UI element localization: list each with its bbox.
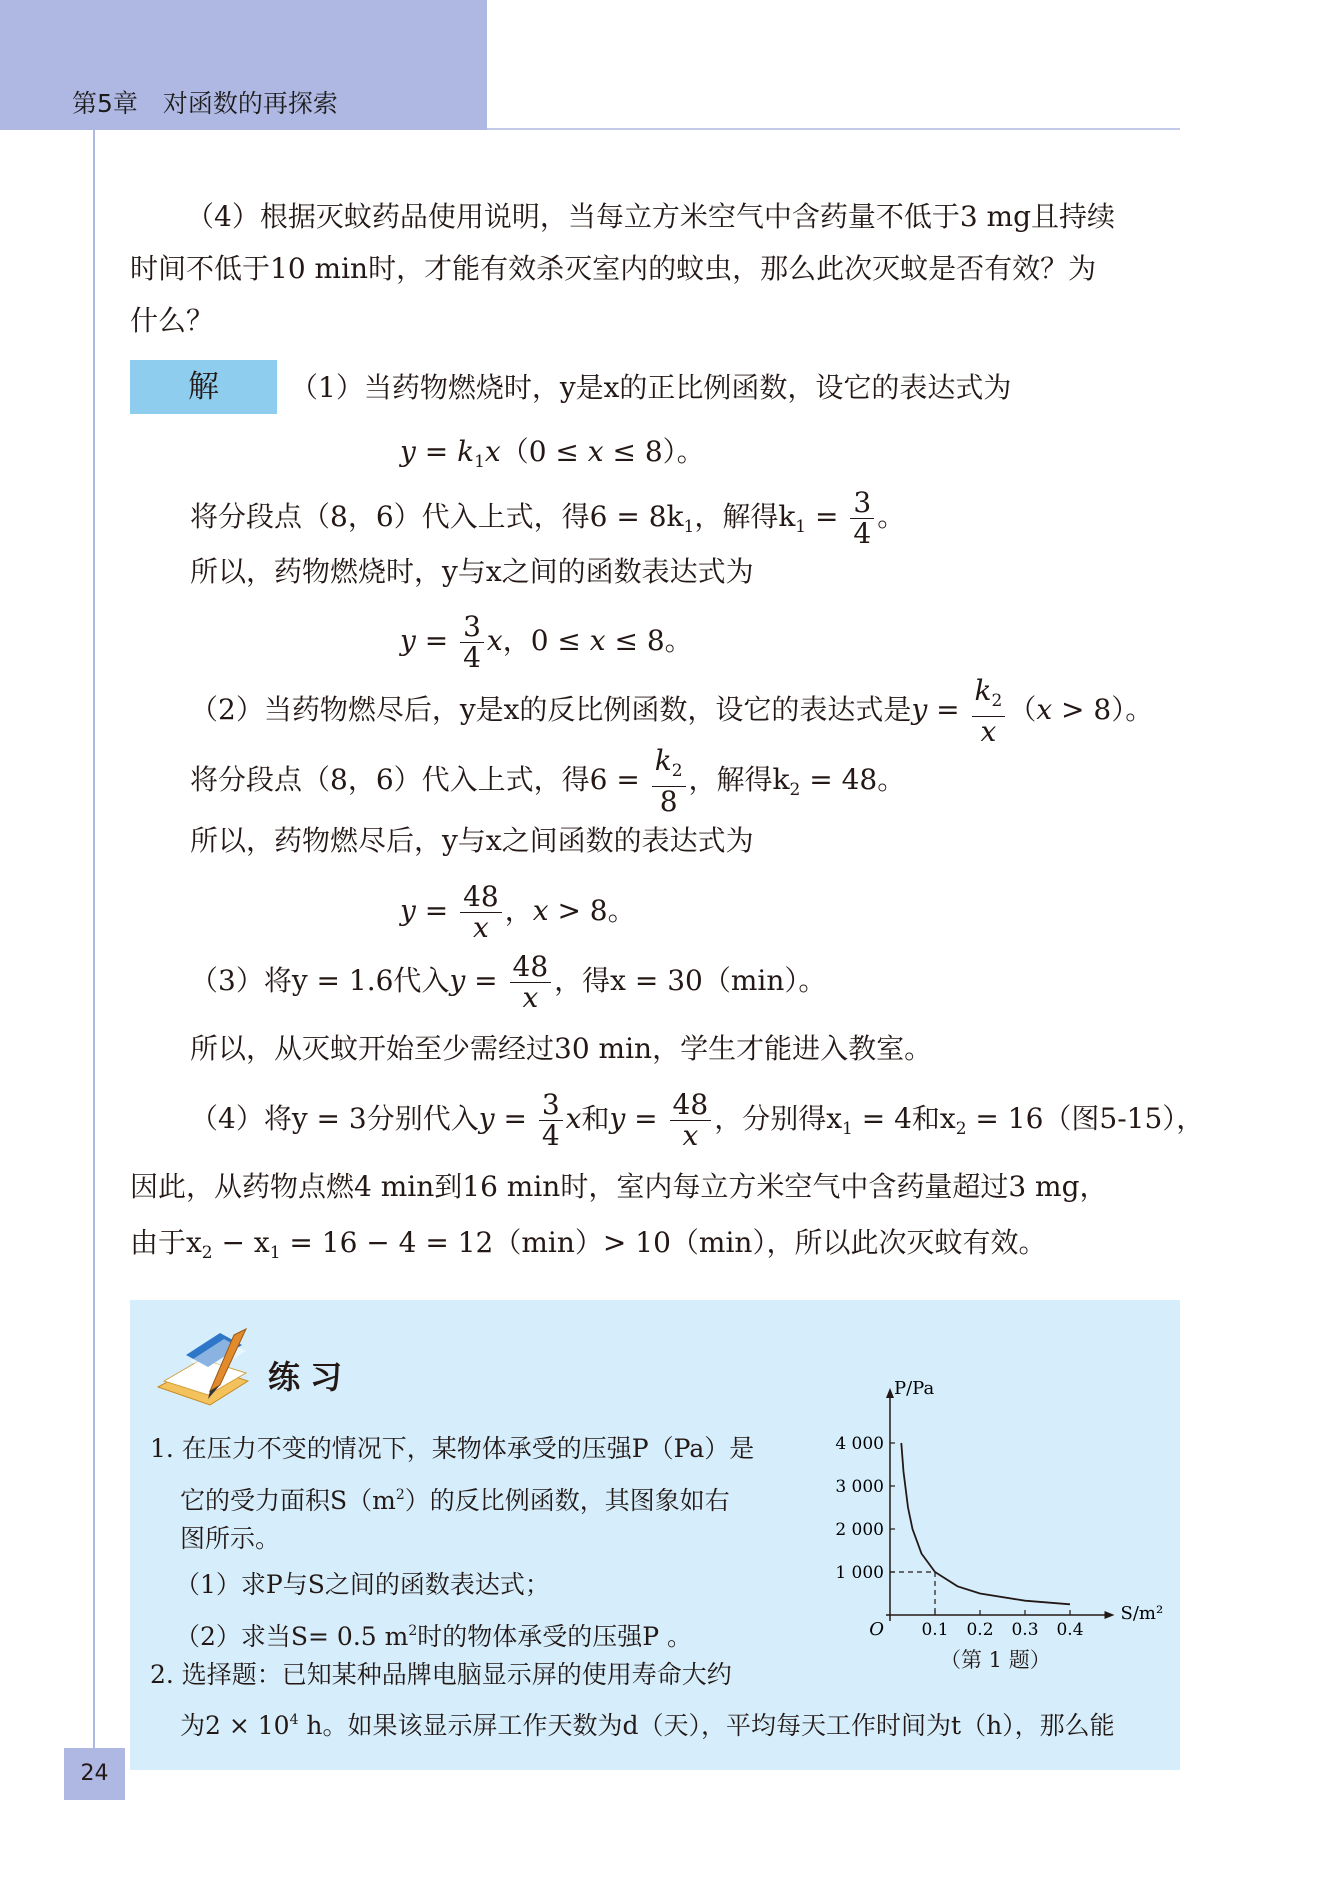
solution-text: 因此，从药物点燃4 min到16 min时，室内每立方米空气中含药量超过3 mg， bbox=[130, 1170, 1108, 1203]
x-axis-label: S/m² bbox=[1120, 1603, 1164, 1624]
problem-line: （4）根据灭蚊药品使用说明，当每立方米空气中含药量不低于3 mg且持续 bbox=[186, 200, 1116, 233]
origin-label: O bbox=[869, 1619, 884, 1640]
equation: 将分段点（8，6）代入上式，得$6 = 8k_1$，解得$k_1$ = $\frac{3}{4}$ 。 bbox=[190, 486, 906, 550]
equation: 由于$x_2 - x_1 = 16 - 4 = 12(\min)> 10(\min)$，所以此次灭蚊有效。 bbox=[130, 1226, 1047, 1263]
header-rule bbox=[487, 128, 1180, 130]
exercise-text: 为$2 \times 10^4$ h。如果该显示屏工作天数为d（天），平均每天工作时间为t（h），那么能 bbox=[180, 1711, 1115, 1740]
equation: y = $\frac{48}{x}$ ，x > 8。 bbox=[400, 880, 636, 944]
x-tick-label: 0.1 bbox=[921, 1620, 949, 1640]
exercise-text: 它的受力面积$S(m^2)$的反比例函数，其图象如右 bbox=[180, 1486, 730, 1515]
chapter-title: 第5章 对函数的再探索 bbox=[72, 89, 338, 118]
equation: （2）当药物燃尽后，y是x的反比例函数，设它的表达式是y = $\frac{k_2}{x}$ （x > 8）。 bbox=[190, 674, 1154, 748]
equation: $y = k_1x(0 \le x \le 8)$。 bbox=[400, 435, 705, 472]
practice-title: 练习 bbox=[268, 1358, 353, 1396]
solution-text: 所以，药物燃烧时，y与x之间的函数表达式为 bbox=[190, 555, 754, 588]
y-tick-label: 3 000 bbox=[835, 1477, 884, 1497]
y-tick-label: 1 000 bbox=[835, 1563, 884, 1583]
equation: 将分段点（8，6）代入上式，得6 = $\frac{k_2}{8}$ ，解得$k_2 = 48$。 bbox=[190, 744, 906, 818]
solution-text: 所以，从灭蚊开始至少需经过30 min，学生才能进入教室。 bbox=[190, 1032, 933, 1065]
solution-text: （1）当药物燃烧时，y是x的正比例函数，设它的表达式为 bbox=[290, 371, 1012, 404]
exercise-text: 2. 选择题：已知某种品牌电脑显示屏的使用寿命大约 bbox=[150, 1660, 732, 1689]
exercise-text: 1. 在压力不变的情况下，某物体承受的压强P（Pa）是 bbox=[150, 1434, 755, 1463]
equation: （3）将y = 1.6代入y = $\frac{48}{x}$ ，得x = 30（min）。 bbox=[190, 950, 827, 1014]
equation: （4）将y = 3分别代入y = $\frac{3}{4}$ x和y = $\frac{48}{x}$ ，分别得$x_1 = 4$和$x_2 = 16$（图5-15）， bbox=[190, 1088, 1205, 1152]
y-tick-label: 2 000 bbox=[835, 1520, 884, 1540]
exercise-text: （2）求当S= 0.5 $m^2$时的物体承受的压强P 。 bbox=[175, 1622, 693, 1651]
solution-label: 解 bbox=[130, 360, 277, 414]
problem-line: 什么？ bbox=[130, 304, 215, 337]
problem-line: 时间不低于10 min时，才能有效杀灭室内的蚊虫，那么此次灭蚊是否有效？为 bbox=[130, 252, 1097, 285]
y-tick-label: 4 000 bbox=[835, 1434, 884, 1454]
x-tick-label: 0.4 bbox=[1056, 1620, 1084, 1640]
x-tick-label: 0.3 bbox=[1011, 1620, 1039, 1640]
series-curve bbox=[901, 1443, 1070, 1604]
figure-caption: （第 1 题） bbox=[940, 1648, 1051, 1672]
exercise-text: 图所示。 bbox=[180, 1524, 281, 1553]
y-axis-arrow bbox=[886, 1388, 894, 1398]
notebook-pencil-icon bbox=[150, 1325, 260, 1410]
margin-rule bbox=[93, 130, 95, 1750]
exercise-text: （1）求P与S之间的函数表达式； bbox=[175, 1570, 550, 1599]
solution-text: 所以，药物燃尽后，y与x之间函数的表达式为 bbox=[190, 824, 754, 857]
x-axis-arrow bbox=[1105, 1611, 1115, 1619]
y-axis-label: P/Pa bbox=[894, 1380, 935, 1399]
x-tick-label: 0.2 bbox=[966, 1620, 994, 1640]
equation: y = $\frac{3}{4}$ x，0 ≤ x ≤ 8。 bbox=[400, 610, 693, 674]
pressure-area-chart bbox=[800, 1380, 1180, 1680]
page-number: 24 bbox=[64, 1748, 125, 1800]
